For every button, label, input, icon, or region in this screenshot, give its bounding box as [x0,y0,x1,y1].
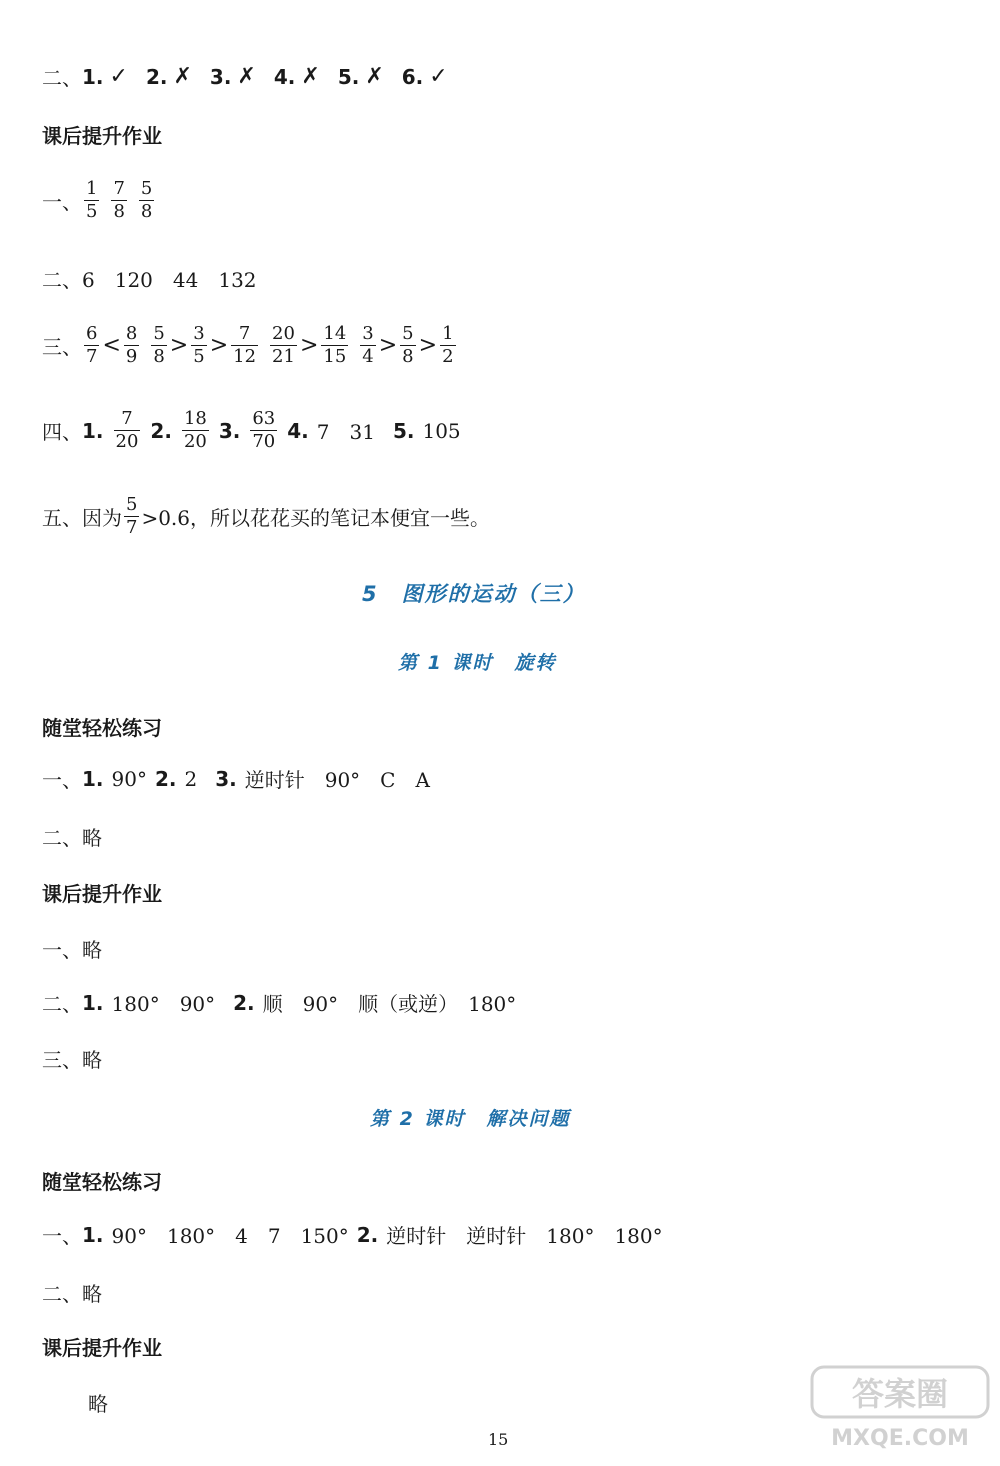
item-prefix: 三、 [42,335,82,359]
section-heading: 课后提升作业 [42,124,162,148]
answer-line: 三、略 [42,1048,102,1072]
answer-line: 略 [88,1392,108,1416]
item-prefix: 四、 [42,420,82,444]
fraction: $\frac{7}{12}$ [233,323,257,367]
fraction: $\frac{3}{4}$ [362,323,374,367]
check-icon: ✓ [109,64,128,89]
section-heading: 随堂轻松练习 [42,716,162,740]
fraction: $\frac{8}{9}$ [125,323,138,367]
answer-line: 二、6 120 44 132 [42,268,257,292]
item-number: 1. [82,418,104,443]
answer-line: 一、 1. 90° 180° 4 7 150° 2. 逆时针 逆时针 180° 180° [42,1222,663,1248]
answer-text: 7 31 [316,420,375,444]
svg-text:MXQE.COM: MXQE.COM [831,1426,969,1451]
item-number: 3. [215,766,237,791]
compare-symbol: > [209,333,229,358]
lesson-title: 第 2 课时 解决问题 [370,1108,571,1130]
section-heading: 课后提升作业 [42,1336,162,1360]
watermark-logo [810,1365,990,1456]
section-heading: 随堂轻松练习 [42,1170,162,1194]
page-number: 15 [488,1430,509,1449]
fraction: $\frac{7}{20}$ [115,408,139,452]
item-number: 2. [233,990,255,1015]
item-number: 3. [209,64,232,89]
item-number: 6. [401,64,424,89]
word-answer [42,496,490,537]
chapter-title: 5 图形的运动（三） [362,582,586,606]
compare-symbol: > [169,333,189,358]
fraction: $\frac{5}{7}$ [126,494,138,538]
answer-line: 二、 1. 180° 90° 2. 顺 90° 顺（或逆） 180° [42,990,517,1016]
answer-line: 一、略 [42,938,102,962]
fraction: $\frac{5}{8}$ [153,323,165,367]
fraction: $\frac{1}{5}$ [86,178,98,222]
item-number: 4. [287,418,309,443]
fraction: $\frac{63}{70}$ [252,408,276,452]
fraction: $\frac{5}{8}$ [402,323,414,367]
item-number: 1. [82,64,104,89]
judgment-answers [42,62,448,91]
item-prefix: 一、 [42,190,82,214]
item-number: 5. [392,418,415,443]
item-number: 2. [150,418,172,443]
fraction: $\frac{14}{15}$ [323,323,347,367]
fraction: $\frac{1}{2}$ [442,323,454,367]
fraction: $\frac{6}{7}$ [86,323,98,367]
cross-icon: ✗ [301,64,320,89]
fraction-answers [42,410,461,451]
compare-symbol: < [102,333,121,358]
fraction: $\frac{3}{5}$ [193,323,205,367]
compare-symbol: > [299,333,319,358]
check-icon: ✓ [429,64,448,89]
compare-symbol: > [378,333,398,358]
item-number: 5. [337,64,360,89]
compare-symbol: > [418,333,438,358]
item-number: 2. [154,766,177,791]
item-number: 3. [218,418,241,443]
item-number: 4. [273,64,296,89]
fraction: $\frac{7}{8}$ [113,178,125,222]
svg-text:答案圈: 答案圈 [851,1375,949,1413]
item-prefix: 二、 [42,66,82,90]
answer-text: 五、因为 [42,506,122,530]
answer-text: 105 [422,418,461,443]
fraction: $\frac{20}{21}$ [272,323,295,367]
item-number: 2. [356,1222,379,1247]
cross-icon: ✗ [365,64,384,89]
answer-text: >0.6，所以花花买的笔记本便宜一些。 [141,506,491,530]
item-number: 2. [145,64,168,89]
answer-line: 二、略 [42,1282,102,1306]
lesson-title: 第 1 课时 旋转 [398,652,557,674]
cross-icon: ✗ [173,64,192,89]
item-number: 1. [82,990,104,1015]
cross-icon: ✗ [237,64,256,89]
section-heading: 课后提升作业 [42,882,162,906]
answer-line: 二、略 [42,826,102,850]
answer-line: 一、 1. 90° 2. 2 3. 逆时针 90° C A [42,766,430,792]
fraction: $\frac{5}{8}$ [140,178,153,222]
fraction: $\frac{18}{20}$ [183,408,207,452]
fraction-answers [42,180,156,221]
item-number: 1. [82,1222,104,1247]
comparison-answers [42,325,458,366]
item-number: 1. [82,766,104,791]
